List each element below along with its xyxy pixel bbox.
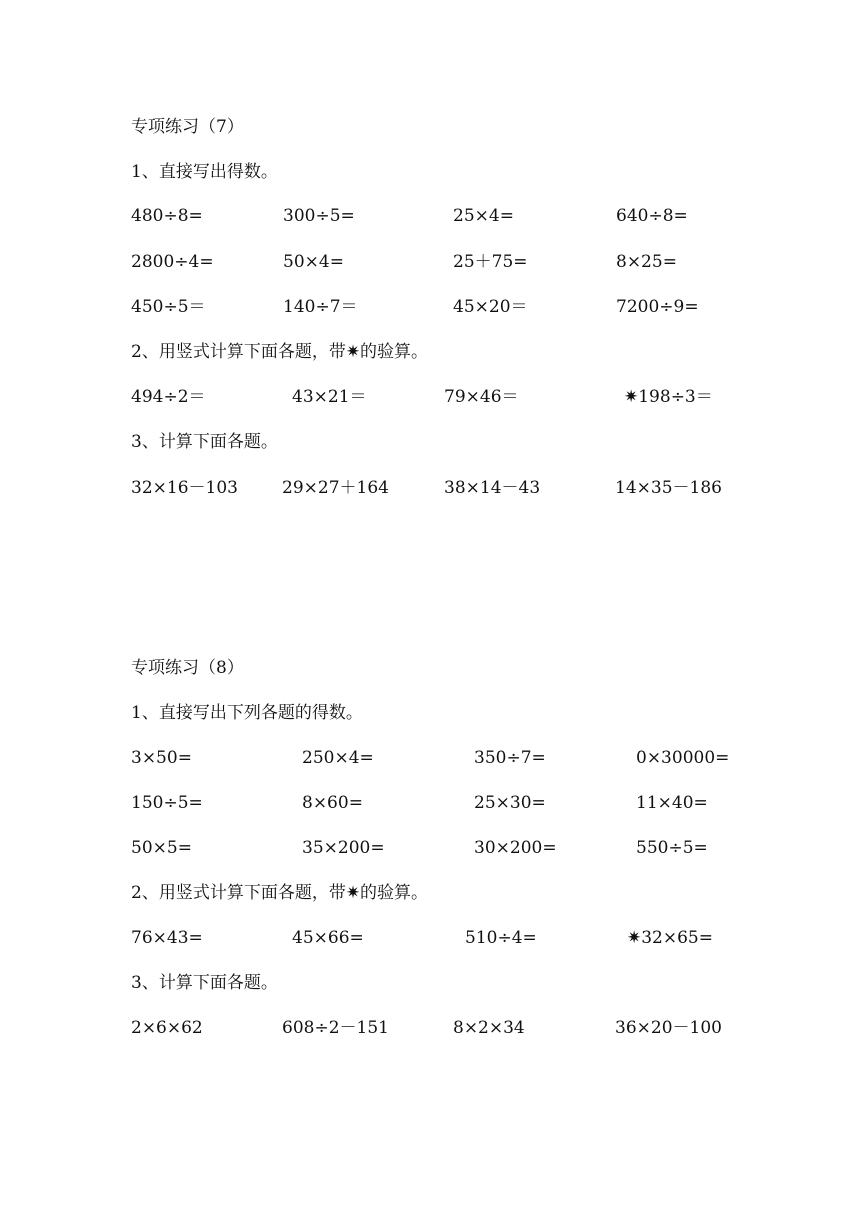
problem: 79×46＝	[444, 387, 519, 407]
problem: 608÷2－151	[282, 1018, 389, 1038]
sheet7-q3-heading: 3、计算下面各题。	[131, 432, 278, 452]
problem: 43×21＝	[292, 387, 367, 407]
sheet8-q1-heading: 1、直接写出下列各题的得数。	[131, 703, 363, 723]
problem: 450÷5＝	[131, 297, 206, 317]
problem: 300÷5=	[283, 206, 355, 226]
problem: 45×66=	[292, 928, 364, 948]
sheet8-q3-row	[0, 1018, 860, 1038]
problem: 35×200=	[302, 838, 385, 858]
problem: 25＋75=	[453, 252, 528, 272]
problem: 36×20－100	[615, 1018, 722, 1038]
problem: 3×50=	[131, 748, 192, 768]
problem: 150÷5=	[131, 793, 203, 813]
sheet7-q3-row	[0, 478, 860, 498]
sheet7-q1-row-3	[0, 297, 860, 317]
sheet8-q1-row-3	[0, 838, 860, 858]
problem: 50×5=	[131, 838, 192, 858]
sheet8-title: 专项练习（8）	[131, 658, 244, 678]
problem: 8×2×34	[453, 1018, 525, 1038]
problem: 30×200=	[474, 838, 557, 858]
problem: 38×14－43	[444, 478, 541, 498]
problem: 14×35－186	[615, 478, 722, 498]
sheet8-q1-row-2	[0, 793, 860, 813]
problem: 32×16－103	[131, 478, 238, 498]
problem: 0×30000=	[636, 748, 730, 768]
problem: 50×4=	[283, 252, 344, 272]
problem: 250×4=	[302, 748, 374, 768]
problem: 45×20＝	[453, 297, 528, 317]
problem: 480÷8=	[131, 206, 203, 226]
problem: 2×6×62	[131, 1018, 203, 1038]
sheet8-q2-row	[0, 928, 860, 948]
problem: 350÷7=	[474, 748, 546, 768]
problem: 2800÷4=	[131, 252, 214, 272]
problem: 7200÷9=	[616, 297, 699, 317]
sheet7-q1-row-2	[0, 252, 860, 272]
problem: 640÷8=	[616, 206, 688, 226]
problem: ✷198÷3＝	[624, 387, 713, 407]
problem: 510÷4=	[465, 928, 537, 948]
sheet8-q2-heading: 2、用竖式计算下面各题，带✷的验算。	[131, 883, 429, 903]
problem: 25×4=	[453, 206, 514, 226]
problem: 550÷5=	[636, 838, 708, 858]
problem: 11×40=	[636, 793, 708, 813]
sheet7-q2-row	[0, 387, 860, 407]
sheet8-q3-heading: 3、计算下面各题。	[131, 973, 278, 993]
problem: 76×43=	[131, 928, 203, 948]
problem: 140÷7＝	[283, 297, 358, 317]
sheet7-q2-heading: 2、用竖式计算下面各题，带✷的验算。	[131, 342, 429, 362]
problem: 29×27＋164	[282, 478, 389, 498]
sheet7-q1-row-1	[0, 206, 860, 226]
sheet7-title: 专项练习（7）	[131, 117, 244, 137]
problem: 8×60=	[302, 793, 363, 813]
problem: 8×25=	[616, 252, 677, 272]
problem: ✷32×65=	[627, 928, 713, 948]
sheet7-q1-heading: 1、直接写出得数。	[131, 162, 278, 182]
problem: 25×30=	[474, 793, 546, 813]
problem: 494÷2＝	[131, 387, 206, 407]
sheet8-q1-row-1	[0, 748, 860, 768]
